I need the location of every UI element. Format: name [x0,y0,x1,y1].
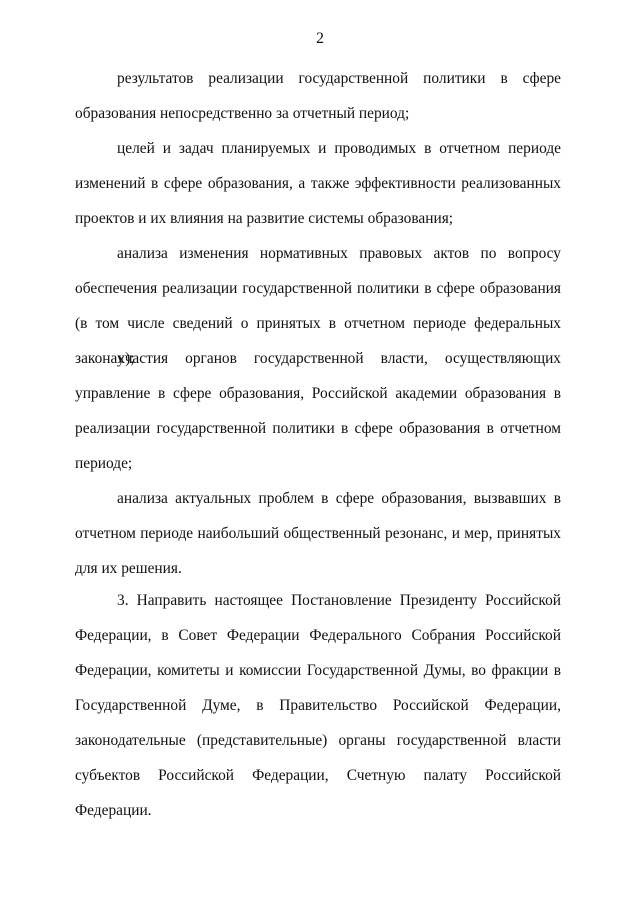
paragraph-results: результатов реализации государственной политики в сфере образования непосредственно за отчетный период; [75,70,561,122]
page-number: 2 [316,30,324,47]
paragraph-distribution: 3. Направить настоящее Постановление Президенту Российской Федерации, в Совет Федерации Федерального Собрания Российской Федерации, комитеты и комиссии Государственной Думы, во фракции в Государственной Думе, в Правительство Российской Федерации, законодательные (представительные) органы государственной власти субъектов Российской Федерации, Счетную палату Российской Федерации. [75,592,561,819]
paragraph-participation: участия органов государственной власти, осуществляющих управление в сфере образования, Российской академии образования в реализации государственной политики в сфере образования в отчетном периоде; [75,350,561,472]
paragraph-problems: анализа актуальных проблем в сфере образования, вызвавших в отчетном периоде наибольший общественный резонанс, и мер, принятых для их решения. [75,490,561,577]
paragraph-legal-acts: анализа изменения нормативных правовых актов по вопросу обеспечения реализации государственной политики в сфере образования (в том числе сведений о принятых в отчетном периоде федеральных законах); [75,245,561,367]
paragraph-goals: целей и задач планируемых и проводимых в отчетном периоде изменений в сфере образования, а также эффективности реализованных проектов и их влияния на развитие системы образования; [75,140,561,227]
